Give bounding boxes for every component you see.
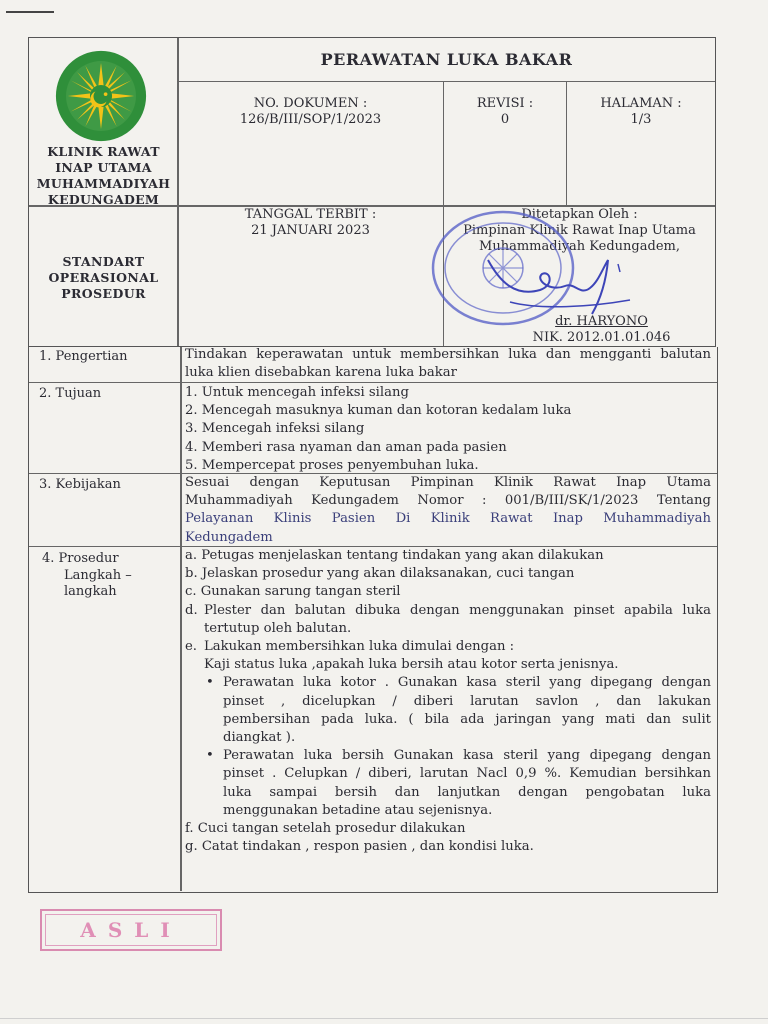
revisi-value: 0 bbox=[500, 112, 510, 127]
clinic-name-line: KEDUNGADEM bbox=[47, 192, 160, 207]
section-label-prosedur bbox=[42, 551, 132, 601]
bullet-line: diangkat ). bbox=[223, 730, 296, 746]
clinic-name-line: MUHAMMADIYAH bbox=[36, 176, 171, 191]
pengertian-line: Tindakan keperawatan untuk membersihkan luka dan mengganti balutan bbox=[185, 347, 711, 362]
bullet-line: pinset , dicelupkan / diberi larutan savlon , dan lakukan bbox=[223, 693, 711, 709]
no-dokumen-value: 126/B/III/SOP/1/2023 bbox=[239, 112, 382, 127]
bullet-line: pembersihan pada luka. ( bila ada jaringan yang mati dan sulit bbox=[223, 711, 711, 727]
prosedur-label-line: Langkah – bbox=[64, 567, 132, 583]
section-label-kebijakan: 3. Kebijakan bbox=[39, 477, 121, 492]
prosedur-step bbox=[185, 602, 711, 638]
document-title: PERAWATAN LUKA BAKAR bbox=[320, 50, 573, 69]
pengertian-text bbox=[185, 346, 711, 382]
pimpinan-line: Muhammadiyah Kedungadem, bbox=[479, 239, 680, 254]
sop-label bbox=[29, 254, 178, 302]
sop-content-table bbox=[28, 347, 718, 893]
step-marker: e. bbox=[185, 639, 197, 655]
sop-label-line: PROSEDUR bbox=[61, 286, 146, 301]
no-dokumen bbox=[178, 96, 443, 128]
pimpinan-line: Pimpinan Klinik Rawat Inap Utama bbox=[463, 223, 696, 238]
revisi-label: REVISI : bbox=[476, 96, 534, 111]
revisi bbox=[444, 96, 566, 128]
asli-stamp-text: ASLI bbox=[45, 914, 217, 946]
sop-label-line: OPERASIONAL bbox=[48, 270, 159, 285]
page-edge bbox=[0, 1018, 768, 1019]
halaman-label: HALAMAN : bbox=[600, 96, 682, 111]
ditetapkan-label: Ditetapkan Oleh : bbox=[521, 207, 638, 222]
bullet-icon: • bbox=[206, 675, 214, 691]
tujuan-list bbox=[185, 384, 711, 475]
signature-icon bbox=[480, 252, 640, 322]
no-dokumen-label: NO. DOKUMEN : bbox=[253, 96, 368, 111]
kebijakan-line: Muhammadiyah Kedungadem Nomor : 001/B/III/SK/1/2023 Tentang bbox=[185, 493, 711, 509]
bullet-line: Perawatan luka kotor . Gunakan kasa steril yang dipegang dengan bbox=[223, 675, 711, 691]
step-line: Plester dan balutan dibuka dengan menggunakan pinset apabila luka bbox=[204, 602, 711, 618]
tanggal-label: TANGGAL TERBIT : bbox=[244, 207, 377, 222]
tujuan-item: 5. Mempercepat proses penyembuhan luka. bbox=[185, 457, 479, 473]
sop-label-line: STANDART bbox=[62, 254, 145, 269]
signer-nik: NIK. 2012.01.01.046 bbox=[532, 330, 671, 345]
tanggal-value: 21 JANUARI 2023 bbox=[251, 223, 370, 238]
clinic-name-line: KLINIK RAWAT bbox=[47, 144, 160, 159]
divider bbox=[180, 347, 182, 891]
prosedur-step: g. Catat tindakan , respon pasien , dan kondisi luka. bbox=[185, 839, 534, 855]
kebijakan-line: Sesuai dengan Keputusan Pimpinan Klinik Rawat Inap Utama bbox=[185, 475, 711, 490]
pengertian-line: luka klien disebabkan karena luka bakar bbox=[185, 365, 457, 381]
bullet-item bbox=[204, 674, 711, 747]
prosedur-step bbox=[185, 638, 711, 820]
step-line: Lakukan membersihkan luka dimulai dengan : bbox=[204, 639, 515, 655]
divider bbox=[178, 81, 715, 82]
muhammadiyah-logo-icon bbox=[55, 50, 147, 142]
bullet-line: pinset . Celupkan / diberi, larutan Nacl 0,9 %. Kemudian bersihkan bbox=[223, 766, 711, 782]
prosedur-step: b. Jelaskan prosedur yang akan dilaksanakan, cuci tangan bbox=[185, 566, 575, 582]
halaman bbox=[567, 96, 715, 128]
section-label-tujuan: 2. Tujuan bbox=[39, 386, 102, 401]
prosedur-label-line: 4. Prosedur bbox=[42, 551, 119, 566]
tujuan-item: 2. Mencegah masuknya kuman dan kotoran kedalam luka bbox=[185, 403, 572, 419]
scan-mark bbox=[6, 11, 54, 13]
halaman-value: 1/3 bbox=[630, 112, 652, 127]
bullet-icon: • bbox=[206, 748, 214, 764]
tujuan-item: 4. Memberi rasa nyaman dan aman pada pasien bbox=[185, 439, 507, 455]
prosedur-label-line: langkah bbox=[64, 584, 117, 599]
clinic-name bbox=[29, 144, 178, 208]
tujuan-item: 3. Mencegah infeksi silang bbox=[185, 421, 365, 437]
bullet-line: Perawatan luka bersih Gunakan kasa steril yang dipegang dengan bbox=[223, 748, 711, 764]
section-label-pengertian: 1. Pengertian bbox=[39, 349, 128, 364]
prosedur-step: c. Gunakan sarung tangan steril bbox=[185, 584, 401, 600]
kebijakan-line: Kedungadem bbox=[185, 529, 273, 545]
kebijakan-text bbox=[185, 474, 711, 547]
step-marker: d. bbox=[185, 602, 198, 618]
clinic-name-line: INAP UTAMA bbox=[55, 160, 152, 175]
kebijakan-line: Pelayanan Klinis Pasien Di Klinik Rawat Inap Muhammadiyah bbox=[185, 511, 711, 527]
step-line: tertutup oleh balutan. bbox=[204, 620, 352, 636]
bullet-line: luka sampai bersih dan lanjutkan dengan pengobatan luka bbox=[223, 784, 711, 800]
prosedur-step: a. Petugas menjelaskan tentang tindakan yang akan dilakukan bbox=[185, 548, 604, 563]
bullet-item bbox=[204, 747, 711, 820]
bullet-line: menggunakan betadine atau sejenisnya. bbox=[223, 802, 493, 818]
prosedur-step: f. Cuci tangan setelah prosedur dilakukan bbox=[185, 821, 466, 837]
signer-name: dr. HARYONO bbox=[555, 314, 648, 329]
prosedur-steps bbox=[185, 547, 711, 856]
step-line: Kaji status luka ,apakah luka bersih atau kotor serta jenisnya. bbox=[204, 657, 619, 673]
asli-stamp bbox=[40, 909, 222, 951]
tujuan-item: 1. Untuk mencegah infeksi silang bbox=[185, 385, 409, 400]
tanggal-terbit bbox=[178, 207, 443, 239]
